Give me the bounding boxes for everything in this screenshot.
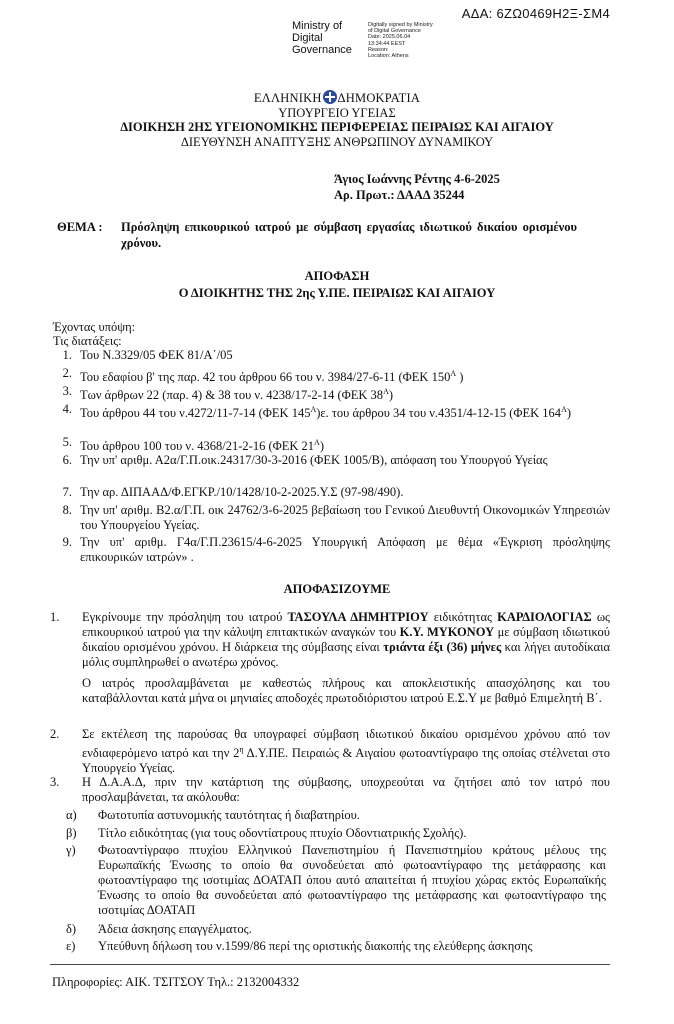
provision-number: 4.: [62, 402, 72, 416]
item-text: [82, 727, 610, 776]
republic-line: [0, 90, 674, 106]
greek-emblem-icon: [323, 90, 337, 104]
ministry-name: ΥΠΟΥΡΓΕΙΟ ΥΓΕΙΑΣ: [278, 105, 396, 120]
item-text-part: ειδικότητας: [428, 610, 498, 624]
sub-item-text: Φωτοαντίγραφο πτυχίου Ελληνικού Πανεπιστημίου ή Πανεπιστημίου κράτους μέλους της Ευρωπαϊκής Ένωσης το οποίο θα συνοδεύεται από φωτοαντίγραφο της μετάφρασης και φωτοαντίγραφο της ισοτιμίας ΔΟΑΤΑΠ όπου αυτό απαιτείται ή πτυχίου χώρας εκτός Ευρωπαϊκής Ένωσης το οποίο θα συνοδεύεται από φωτοαντίγραφο της μετάφρασης και φωτοαντίγραφο της ισοτιμίας ΔΟΑΤΑΠ: [98, 843, 606, 917]
sub-item-letter: γ): [66, 843, 76, 857]
signer-line: Ministry of: [292, 20, 343, 32]
doctor-name: ΤΑΣΟΥΛΑ ΔΗΜΗΤΡΙΟΥ: [287, 610, 429, 624]
provision-text: [80, 435, 610, 454]
provision-text: [80, 402, 610, 421]
signer-line: Digital: [292, 32, 323, 44]
provision-text-main: Των άρθρων 22 (παρ. 4) & 38 του ν. 4238/17-2-14 (ΦΕΚ 38: [80, 388, 384, 403]
provision-text: Την υπ' αριθμ. Γ4α/Γ.Π.23615/4-6-2025 Υπουργική Απόφαση με θέμα «Έγκριση πρόσληψης επικουρικών ιατρών» .: [80, 535, 610, 564]
provision-text-tail: ): [456, 370, 464, 385]
provision-text: Του Ν.3329/05 ΦΕΚ 81/Α΄/05: [80, 348, 233, 362]
considering-block: [53, 320, 135, 348]
signature-details: [368, 22, 433, 59]
sub-item-letter: δ): [66, 922, 77, 936]
provision-text-main: Του εδαφίου β' της παρ. 42 του άρθρου 66 του ν. 3984/27-6-11 (ΦΕΚ 150: [80, 370, 451, 385]
republic-word-2: ΔΗΜΟΚΡΑΤΙΑ: [337, 91, 421, 105]
superscript: Α: [383, 387, 389, 396]
signer-line: Governance: [292, 44, 352, 56]
item-text: Ο ιατρός προσλαμβάνεται με καθεστώς πλήρους και αποκλειστικής απασχόλησης και του καταβάλλονται κατά μήνα οι μηνιαίες αποδοχές πρωτοδιόριστου ιατρού Ε.Σ.Υ με βαθμό Επιμελητή Β΄.: [82, 676, 610, 705]
footer-info: Πληροφορίες: ΑΙΚ. ΤΣΙΤΣΟΥ Τηλ.: 2132004332: [52, 975, 300, 989]
signer-ministry: [292, 20, 352, 56]
item-number: 3.: [50, 775, 60, 789]
provision-text-tail: ): [388, 388, 394, 403]
place-date: Άγιος Ιωάννης Ρέντης 4-6-2025: [334, 172, 500, 186]
republic-word-1: ΕΛΛΗΝΙΚΗ: [253, 91, 322, 105]
item-text-part: ως επικουρικού ιατρού για την κάλυψη επιτακτικών αναγκών του: [82, 610, 610, 639]
digital-signature-block: [292, 20, 462, 64]
footer-divider: [50, 964, 610, 965]
we-decide-heading: ΑΠΟΦΑΣΙΖΟΥΜΕ: [283, 582, 391, 596]
sub-item-text: Τίτλο ειδικότητας (για τους οδοντίατρους πτυχίο Οδοντιατρικής Σχολής).: [98, 826, 467, 840]
provision-number: 7.: [62, 485, 72, 499]
provision-text-main: Του άρθρου 100 του ν. 4368/21-2-16 (ΦΕΚ 21: [80, 439, 315, 454]
provision-text-mid: )ε. του άρθρου 34 του ν.4351/4-12-15 (ΦΕΚ 164: [316, 406, 562, 421]
decision-subtitle: Ο ΔΙΟΙΚΗΤΗΣ ΤΗΣ 2ης Υ.ΠΕ. ΠΕΙΡΑΙΩΣ ΚΑΙ ΑΙΓΑΙΟΥ: [178, 286, 496, 300]
signature-detail-line: Reason:: [368, 46, 389, 53]
superscript: Α: [314, 438, 320, 447]
administration-name: ΔΙΟΙΚΗΣΗ 2ΗΣ ΥΓΕΙΟΝΟΜΙΚΗΣ ΠΕΡΙΦΕΡΕΙΑΣ ΠΕΙΡΑΙΩΣ ΚΑΙ ΑΙΓΑΙΟΥ: [120, 120, 554, 134]
provision-number: 6.: [62, 453, 72, 467]
provision-number: 2.: [62, 366, 72, 380]
document-header: [0, 90, 674, 149]
provision-text: [80, 384, 610, 403]
item-text-part: Δ.Υ.ΠΕ. Πειραιώς & Αιγαίου φωτοαντίγραφο της οποίας στέλνεται στο Υπουργείο Υγείας.: [82, 746, 610, 776]
superscript: Α: [310, 405, 317, 414]
provision-text-main: Του άρθρου 44 του ν.4272/11-7-14 (ΦΕΚ 145: [80, 406, 311, 421]
ada-code: ΑΔΑ: 6ΖΩ0469Η2Ξ-ΣΜ4: [461, 6, 610, 21]
provision-number: 8.: [62, 503, 72, 517]
provision-text: [80, 366, 610, 385]
protocol-number: Αρ. Πρωτ.: ΔΑΑΔ 35244: [334, 188, 465, 202]
decision-title: ΑΠΟΦΑΣΗ: [304, 269, 370, 283]
provision-text: Την αρ. ΔΙΠΑΑΔ/Φ.ΕΓΚΡ./10/1428/10-2-2025.Υ.Σ (97-98/490).: [80, 485, 404, 499]
signature-detail-line: 13:34:44 EEST: [368, 40, 406, 47]
provision-text-tail: ): [566, 406, 572, 421]
item-text-part: Σε εκτέλεση της παρούσας θα υπογραφεί σύμβαση ιδιωτικού δικαίου ορισμένου χρόνου από τον ενδιαφερόμενο ιατρό και την 2: [82, 727, 610, 761]
health-unit: Κ.Υ. ΜΥΚΟΝΟΥ: [399, 625, 495, 639]
provision-text: Την υπ' αριθμ. Α2α/Γ.Π.οικ.24317/30-3-2016 (ΦΕΚ 1005/Β), απόφαση του Υπουργού Υγείας: [80, 453, 548, 467]
decision-heading: [0, 268, 674, 302]
item-text-part: και λήγει αυτοδίκαια μόλις συμπληρωθεί ο ανωτέρω χρόνος.: [82, 640, 611, 669]
provisions-intro: Τις διατάξεις:: [53, 334, 122, 348]
sub-item-letter: α): [66, 808, 77, 822]
provision-number: 1.: [62, 348, 72, 362]
item-text-part: με σύμβαση ιδιωτικού δικαίου ορισμένου χρόνου. Η διάρκεια της σύμβασης είναι: [82, 625, 610, 654]
signature-detail-line: Date: 2025.06.04: [368, 34, 411, 41]
signature-detail-line: of Digital Governance: [368, 28, 421, 35]
item-number: 2.: [50, 727, 60, 741]
item-number: 1.: [50, 610, 60, 624]
directorate-name: ΔΙΕΥΘΥΝΣΗ ΑΝΑΠΤΥΞΗΣ ΑΝΘΡΩΠΙΝΟΥ ΔΥΝΑΜΙΚΟΥ: [180, 134, 494, 149]
subject-text: Πρόσληψη επικουρικού ιατρού με σύμβαση εργασίας ιδιωτικού δικαίου ορισμένου χρόνου.: [121, 220, 577, 250]
sub-item-text: Φωτοτυπία αστυνομικής ταυτότητας ή διαβατηρίου.: [98, 808, 360, 822]
sub-item-text: Άδεια άσκησης επαγγέλματος.: [98, 922, 252, 936]
provision-number: 5.: [62, 435, 72, 449]
provision-number: 9.: [62, 535, 72, 549]
item-text: [82, 610, 610, 670]
superscript: Α: [450, 369, 457, 378]
sub-item-letter: β): [66, 826, 77, 840]
signature-detail-line: Digitally signed by Ministry: [368, 22, 433, 28]
sub-item-text: Υπεύθυνη δήλωση του ν.1599/86 περί της οριστικής διακοπής της ελεύθερης άσκησης: [98, 939, 533, 953]
provision-number: 3.: [62, 384, 72, 398]
subject-label: ΘΕΜΑ :: [57, 220, 103, 234]
sub-item-letter: ε): [66, 939, 76, 953]
provision-text: Την υπ' αριθμ. Β2.α/Γ.Π. οικ 24762/3-6-2025 βεβαίωση του Γενικού Διευθυντή Οικονομικών Υπηρεσιών του Υπουργείου Υγείας.: [80, 503, 610, 532]
superscript: Α: [561, 405, 567, 414]
considering-label: Έχοντας υπόψη:: [53, 320, 136, 334]
superscript: η: [239, 745, 244, 754]
specialty: ΚΑΡΔΙΟΛΟΓΙΑΣ: [497, 610, 592, 624]
item-text: Η Δ.Α.Α.Δ, πριν την κατάρτιση της σύμβασης, υποχρεούται να ζητήσει από τον ιατρό που προσλαμβάνεται, τα ακόλουθα:: [82, 775, 610, 804]
place-date-block: [334, 171, 500, 203]
provision-text-tail: ): [319, 439, 324, 454]
signature-detail-line: Location: Athens: [368, 53, 409, 60]
item-text-part: Εγκρίνουμε την πρόσληψη του ιατρού: [82, 610, 288, 624]
contract-duration: τριάντα έξι (36) μήνες: [383, 640, 502, 654]
